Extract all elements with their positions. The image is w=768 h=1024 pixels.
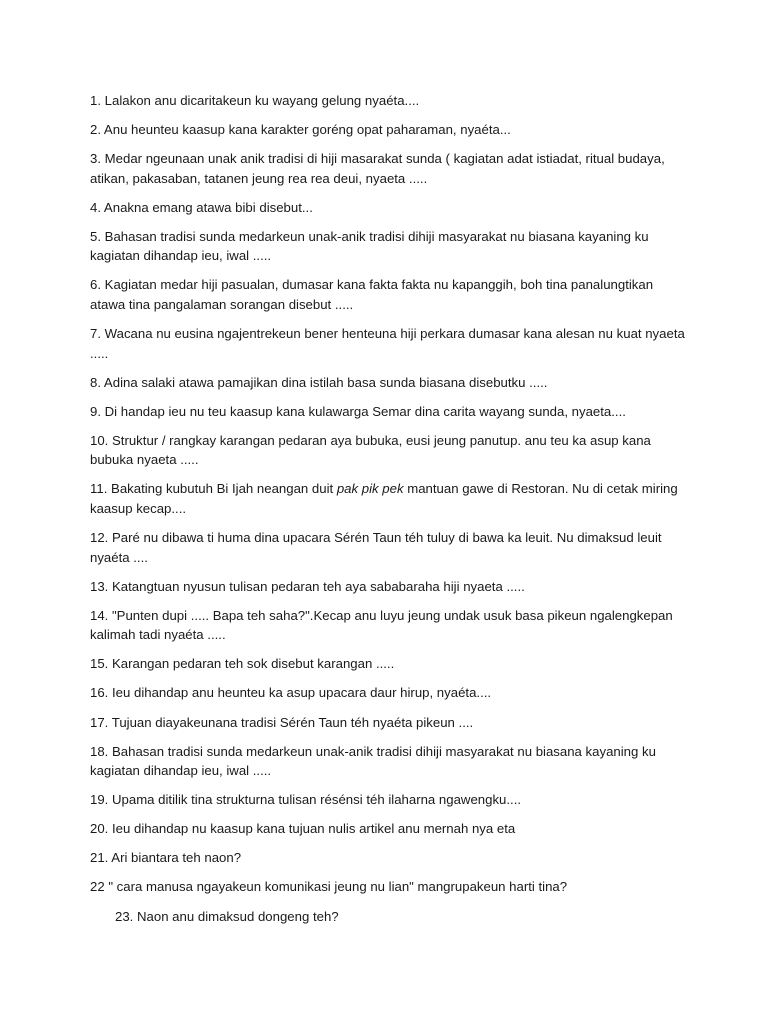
question-13: 13. Katangtuan nyusun tulisan pedaran teh aya sababaraha hiji nyaeta ..... <box>90 578 525 594</box>
question-15: 15. Karangan pedaran teh sok disebut karangan ..... <box>90 656 395 672</box>
question-4: 4. Anakna emang atawa bibi disebut... <box>90 199 313 215</box>
question-3: 3. Medar ngeunaan unak anik tradisi di hiji masarakat sunda ( kagiatan adat istiadat, ritual budaya, atikan, pakasaban, tatanen jeung rea rea deui, nyaeta ..... <box>90 151 665 186</box>
question-19: 19. Upama ditilik tina strukturna tulisan résénsi téh ilaharna ngawengku.... <box>90 792 522 808</box>
question-16: 16. Ieu dihandap anu heunteu ka asup upacara daur hirup, nyaéta.... <box>90 685 492 701</box>
question-5: 5. Bahasan tradisi sunda medarkeun unak-anik tradisi dihiji masyarakat nu biasana kayaning ku kagiatan dihandap ieu, iwal ..... <box>90 228 649 264</box>
question-9: 9. Di handap ieu nu teu kaasup kana kulawarga Semar dina carita wayang sunda, nyaeta.... <box>90 403 626 419</box>
question-21: 21. Ari biantara teh naon? <box>90 850 242 866</box>
question-11-before: 11. Bakating kubutuh Bi Ijah neangan duit <box>90 481 337 497</box>
question-list <box>90 91 690 936</box>
question-6: 6. Kagiatan medar hiji pasualan, dumasar kana fakta fakta nu kapanggih, boh tina panalungtikan atawa tina pangalaman sorangan disebut ..... <box>90 277 654 312</box>
question-14: 14. "Punten dupi ..... Bapa teh saha?".Kecap anu luyu jeung undak usuk basa pikeun ngalengkepan kalimah tadi nyaéta ..... <box>90 607 673 643</box>
question-1: 1. Lalakon anu dicaritakeun ku wayang gelung nyaéta.... <box>90 93 420 108</box>
question-7: 7. Wacana nu eusina ngajentrekeun bener henteuna hiji perkara dumasar kana alesan nu kuat nyaeta ..... <box>90 326 685 361</box>
question-22: 22 " cara manusa ngayakeun komunikasi jeung nu lian" mangrupakeun harti tina? <box>90 879 568 895</box>
question-11-after: mantuan gawe di Restoran. Nu di cetak miring kaasup kecap.... <box>90 481 678 516</box>
question-2: 2. Anu heunteu kaasup kana karakter goréng opat paharaman, nyaéta... <box>90 122 511 138</box>
question-11-italic: pak pik pek <box>336 481 404 497</box>
question-23: 23. Naon anu dimaksud dongeng teh? <box>115 908 339 924</box>
question-10: 10. Struktur / rangkay karangan pedaran aya bubuka, eusi jeung panutup. anu teu ka asup kana bubuka nyaeta ..... <box>90 432 651 468</box>
question-18: 18. Bahasan tradisi sunda medarkeun unak-anik tradisi dihiji masyarakat nu biasana kayaning ku kagiatan dihandap ieu, iwal ..... <box>90 743 656 779</box>
question-12: 12. Paré nu dibawa ti huma dina upacara Sérén Taun téh tuluy di bawa ka leuit. Nu dimaksud leuit nyaéta .... <box>90 530 662 565</box>
question-11 <box>90 479 690 518</box>
question-8: 8. Adina salaki atawa pamajikan dina istilah basa sunda biasana disebutku ..... <box>90 374 548 390</box>
question-20: 20. Ieu dihandap nu kaasup kana tujuan nulis artikel anu mernah nya eta <box>90 821 516 837</box>
question-17: 17. Tujuan diayakeunana tradisi Sérén Taun téh nyaéta pikeun .... <box>90 714 474 730</box>
